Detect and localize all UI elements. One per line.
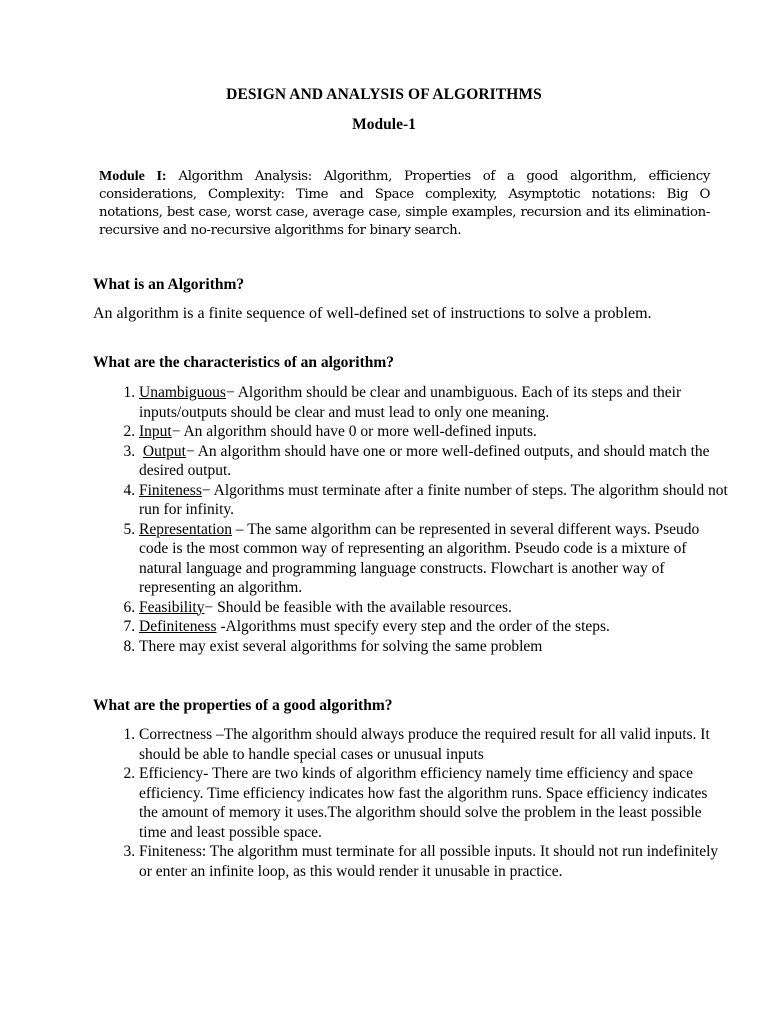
syllabus-text: Algorithm Analysis: Algorithm, Properties of a good algorithm, efficiency considerations, Complexity: Time and Space complexity, Asymptotic notations: Big O notations, best case, worst case, average case, simple examples, recursion and its elimination- recursive and no-recursive algorithms for binary search. [99, 169, 710, 238]
list-item [139, 481, 729, 520]
item-text: There may exist several algorithms for solving the same problem [139, 637, 543, 655]
item-text: − Should be feasible with the available resources. [204, 598, 512, 616]
syllabus-label: Module I: [99, 169, 167, 184]
list-item [139, 442, 729, 481]
list-item [139, 520, 729, 598]
module-title [0, 116, 768, 134]
list-item [139, 617, 729, 637]
item-term: Feasibility [139, 598, 205, 616]
list-item [139, 422, 729, 442]
item-term: Input [139, 423, 172, 440]
list-item [139, 598, 729, 618]
algorithm-definition-paragraph: An algorithm is a finite sequence of well-defined set of instructions to solve a problem. [93, 305, 652, 322]
list-item [139, 637, 729, 657]
section-heading-characteristics: What are the characteristics of an algorithm? [93, 354, 395, 371]
module-title-text: Module-1 [352, 116, 416, 133]
item-term: Definiteness [139, 618, 217, 635]
section-heading-properties: What are the properties of a good algorithm? [93, 697, 393, 714]
characteristics-list [93, 383, 729, 656]
document-title: DESIGN AND ANALYSIS OF ALGORITHMS [226, 86, 542, 103]
item-term: Representation [139, 520, 232, 538]
list-item [139, 383, 729, 422]
item-text: − An algorithm should have 0 or more well-defined inputs. [171, 423, 537, 440]
item-text: − Algorithms must terminate after a finite number of steps. The algorithm should not run for infinity. [139, 481, 728, 518]
item-term: Unambiguous [139, 384, 226, 401]
item-text: – The same algorithm can be represented in several different ways. Pseudo code is the most common way of representing an algorithm. Pseudo code is a mixture of natural language and programming language constructs. Flowchart is another way of representing an algorithm. [139, 520, 700, 596]
list-item: 1. Correctness –The algorithm should always produce the required result for all valid inputs. It should be able to handle special cases or unusual inputs [139, 725, 729, 764]
item-text: − Algorithm should be clear and unambiguous. Each of its steps and their inputs/outputs should be clear and must lead to only one meaning. [139, 384, 682, 421]
item-term: Output [142, 442, 186, 460]
item-text: − An algorithm should have one or more well-defined outputs, and should match the desired output. [139, 442, 710, 479]
list-item: 3. Finiteness: The algorithm must terminate for all possible inputs. It should not run indefinitely or enter an infinite loop, as this would render it unusable in practice. [139, 842, 729, 881]
properties-list [93, 725, 729, 881]
list-item: 2. Efficiency- There are two kinds of algorithm efficiency namely time efficiency and space efficiency. Time efficiency indicates how fast the algorithm runs. Space efficiency indicates the amount of memory it uses.The algorithm should solve the problem in the least possible time and least possible space. [139, 764, 729, 842]
syllabus-paragraph [99, 168, 710, 240]
item-term: Finiteness [139, 481, 202, 499]
section-heading-what-is-algorithm: What is an Algorithm? [93, 276, 245, 293]
item-text: -Algorithms must specify every step and the order of the steps. [216, 618, 610, 635]
